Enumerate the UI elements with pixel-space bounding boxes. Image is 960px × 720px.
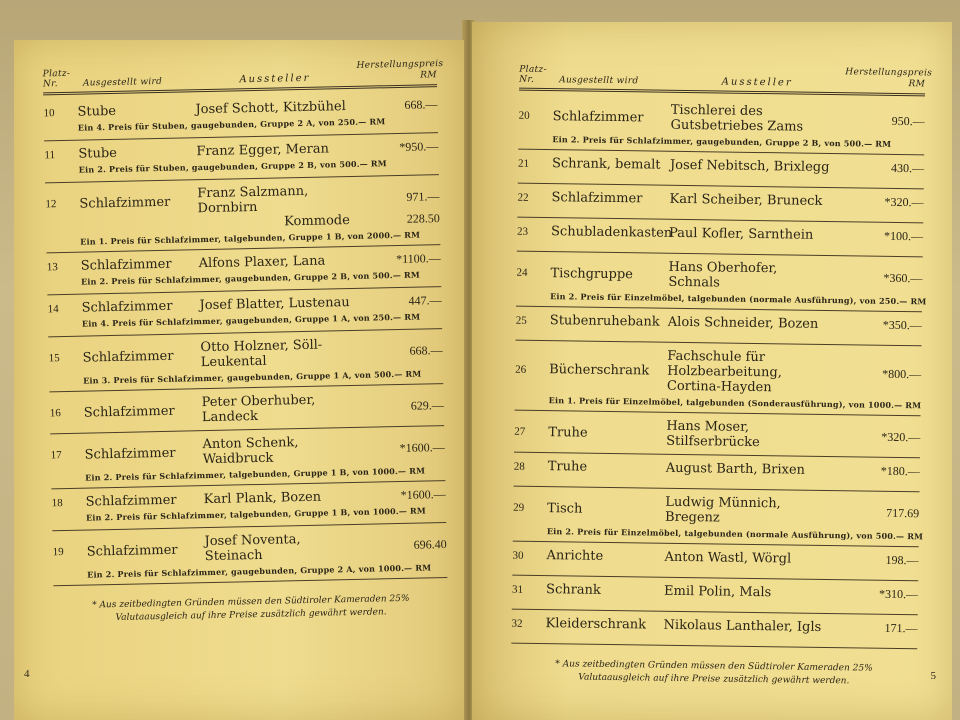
exhibited-item: Schlafzimmer [552, 108, 644, 125]
production-price: *1600.— [400, 487, 446, 503]
production-price: *1600.— [399, 439, 445, 455]
header-aussteller: Aussteller [239, 72, 311, 86]
prize-note: Ein 4. Preis für Stuben, gaugebunden, Gruppe 2 A, von 250.— RM [77, 116, 386, 133]
page-number: 5 [930, 670, 936, 682]
exhibitor-name: Josef Noventa, Steinach [204, 532, 301, 565]
table-row [515, 341, 922, 417]
production-price: 950.— [891, 113, 925, 128]
exhibitor-name: August Barth, Brixen [665, 460, 806, 478]
exhibited-item: Schlafzimmer [83, 403, 175, 421]
exhibitor [664, 550, 828, 567]
row-main [48, 335, 443, 373]
exhibitor [668, 260, 832, 292]
production-price: *360.— [883, 270, 923, 285]
exhibitor-name-line2: Cortina-Hayden [666, 378, 772, 396]
production-price: 430.— [890, 160, 925, 176]
header-ausgestellt-wird: Ausgestellt wird [559, 75, 639, 87]
platz-number: 13 [46, 260, 58, 273]
left-page [14, 40, 464, 720]
prize-note: Ein 2. Preis für Schlafzimmer, talgebunden, Gruppe 1 B, von 1000.— RM [85, 465, 426, 483]
exhibitor [204, 489, 356, 507]
prize-note: Ein 1. Preis für Schlafzimmer, talgebunden, Gruppe 1 B, von 2000.— RM [80, 229, 421, 247]
table-header [42, 59, 444, 95]
prize-note: Ein 2. Preis für Schlafzimmer, talgebunden, Gruppe 1 B, von 1000.— RM [85, 505, 427, 523]
header-aussteller: Aussteller [721, 76, 793, 89]
production-price: *320.— [881, 429, 921, 444]
row-main [50, 432, 445, 470]
prize-note: Ein 2. Preis für Schlafzimmer, gaugebunden, Gruppe 2 A, von 1000.— RM [87, 562, 432, 580]
row-main [517, 224, 923, 245]
table-row [45, 175, 440, 253]
production-price: *1100.— [395, 251, 441, 267]
exhibitor-name: Nikolaus Lanthaler, Igls [663, 617, 822, 635]
table-row [513, 487, 924, 548]
exhibited-item: Stube [78, 145, 118, 162]
exhibitor-name: Karl Plank, Bozen [203, 489, 322, 508]
exhibited-item: Tisch [547, 500, 583, 517]
exhibited-item: Stubenruhebank [549, 313, 660, 330]
exhibited-item: Schlafzimmer [551, 190, 643, 207]
exhibitor [665, 495, 829, 527]
platz-number: 17 [50, 449, 62, 462]
platz-number: 18 [51, 496, 63, 509]
exhibited-item: Schlafzimmer [79, 194, 171, 212]
exhibited-item: Truhe [547, 459, 588, 475]
row-main [516, 258, 922, 294]
platz-number: 27 [514, 425, 526, 438]
exhibited-item: Schlafzimmer [84, 445, 176, 463]
table-row [516, 307, 922, 347]
platz-number: 28 [513, 460, 525, 473]
table-row [514, 411, 921, 459]
prize-note: Ein 2. Preis für Stuben, gaugebunden, Gruppe 2 B, von 500.— RM [78, 158, 387, 175]
header-herstellungspreis [845, 67, 933, 90]
production-price: *180.— [880, 463, 920, 479]
extra-price: 228.50 [406, 211, 440, 226]
platz-number: 26 [515, 363, 527, 376]
platz-number: 19 [52, 546, 64, 559]
exhibitor-name: Josef Blatter, Lustenau [199, 295, 350, 314]
exhibited-item: Kleiderschrank [545, 616, 647, 633]
production-price: 696.40 [413, 536, 447, 552]
platz-number: 32 [511, 617, 523, 630]
right-table-body [511, 95, 925, 650]
extra-item: Kommode [284, 213, 351, 230]
exhibited-item: Schlafzimmer [82, 348, 174, 366]
exhibitor [669, 226, 833, 243]
exhibitor [670, 158, 834, 175]
header-platz-nr: Platz-Nr. [519, 64, 547, 85]
platz-number: 14 [47, 302, 59, 315]
exhibitor-name: Peter Oberhuber, Landeck [201, 392, 316, 426]
exhibitor-name: Alfons Plaxer, Lana [198, 253, 326, 272]
exhibitor-name: Josef Nebitsch, Brixlegg [669, 157, 830, 176]
header-herstellungspreis-label: Herstellungspreis [845, 67, 933, 79]
table-row [518, 150, 924, 190]
exhibitor-name: Karl Scheiber, Bruneck [669, 191, 823, 209]
exhibitor [667, 349, 832, 396]
exhibitor-name: Paul Kofler, Sarnthein [668, 225, 814, 243]
production-price: *310.— [878, 586, 919, 602]
exhibitor [201, 392, 354, 425]
production-price: 717.69 [886, 505, 920, 520]
exhibited-item: Schlafzimmer [80, 256, 172, 274]
exhibited-item: Schrank [545, 582, 601, 598]
exhibitor-name: Josef Schott, Kitzbühel [195, 99, 346, 118]
exhibitor [200, 337, 353, 370]
platz-number: 15 [48, 352, 60, 365]
exhibitor-name: Alois Schneider, Bozen [667, 314, 819, 332]
exhibitor [199, 295, 351, 313]
left-table-body [43, 91, 447, 586]
platz-number: 24 [516, 266, 528, 279]
prize-note: Ein 2. Preis für Schlafzimmer, gaugebunden, Gruppe 2 B, von 500.— RM [80, 269, 420, 287]
left-page-content [14, 40, 464, 720]
exhibitor [199, 253, 351, 271]
production-price: 971.— [406, 188, 440, 204]
platz-number: 29 [513, 501, 525, 514]
exhibited-item: Truhe [548, 424, 588, 441]
page-number: 4 [24, 668, 30, 680]
platz-number: 12 [45, 198, 57, 211]
production-price: 668.— [404, 97, 438, 112]
prize-note: Ein 1. Preis für Einzelmöbel, talgebunden (Sonderausführung), von 1000.— RM [548, 395, 922, 411]
platz-number: 25 [515, 314, 527, 327]
row-main [512, 582, 918, 603]
platz-number: 22 [517, 191, 529, 204]
exhibitor-name: Emil Polin, Mals [663, 583, 772, 601]
exhibitor [668, 315, 832, 332]
prize-note: Ein 3. Preis für Schlafzimmer, gaugebunden, Gruppe 1 A, von 500.— RM [83, 368, 422, 386]
exhibitor-name: Tischlerei des Gutsbetriebes Zams [670, 102, 804, 135]
platz-number: 11 [44, 148, 56, 161]
production-price: 447.— [408, 293, 442, 308]
exhibitor-name: Franz Egger, Meran [196, 141, 330, 160]
row-main [513, 493, 919, 529]
platz-number: 10 [43, 106, 55, 119]
production-price: 198.— [885, 552, 919, 568]
row-main [516, 313, 922, 334]
exhibitor [196, 141, 348, 159]
platz-number: 30 [512, 549, 524, 562]
exhibitor-name: Anton Schenk, Waidbruck [202, 435, 299, 468]
production-price: *320.— [884, 194, 924, 210]
exhibitor-name: Hans Oberhofer, Schnals [668, 259, 778, 291]
exhibitor-name: Fachschule für Holzbearbeitung, [667, 348, 782, 381]
production-price: 629.— [410, 397, 444, 413]
production-price: *100.— [883, 228, 924, 244]
row-main [518, 156, 924, 177]
table-row [512, 576, 918, 616]
prize-note: Ein 2. Preis für Einzelmöbel, talgebunden (normale Ausführung), von 500.— RM [546, 526, 924, 542]
exhibitor-name: Franz Salzmann, Dornbirn [197, 183, 309, 217]
footnote: * Aus zeitbedingten Gründen müssen den Südtiroler Kameraden 25% Valutaausgleich auf ihre Preise zusätzlich gewährt werden. [555, 659, 873, 687]
table-row [516, 252, 927, 313]
exhibitor [670, 103, 834, 135]
exhibitor-name: Otto Holzner, Söll-Leukental [200, 337, 323, 371]
row-main [518, 101, 924, 137]
exhibited-item: Schlafzimmer [81, 298, 173, 316]
platz-number: 21 [517, 157, 530, 170]
header-ausgestellt-wird: Ausgestellt wird [82, 76, 163, 89]
exhibitor-name: Anton Wastl, Wörgl [664, 549, 792, 567]
header-currency: RM [908, 79, 926, 90]
exhibited-item: Schlafzimmer [86, 542, 178, 560]
exhibited-item: Tischgruppe [550, 265, 634, 282]
header-herstellungspreis-label: Herstellungspreis [356, 59, 444, 71]
header-platz-nr: Platz-Nr. [42, 68, 71, 90]
exhibited-item: Anrichte [546, 548, 604, 564]
row-main [514, 459, 920, 480]
header-herstellungspreis [356, 59, 444, 83]
platz-number: 23 [517, 225, 529, 238]
right-page [472, 22, 952, 720]
table-row [52, 523, 447, 586]
platz-number: 16 [49, 407, 61, 420]
table-row [514, 453, 920, 493]
exhibitor [197, 183, 350, 216]
table-row [50, 426, 445, 489]
exhibited-item: Schubladenkasten [550, 224, 673, 241]
row-main [512, 548, 918, 569]
row-main [52, 529, 447, 567]
row-main [50, 390, 445, 428]
production-price: *350.— [882, 317, 922, 333]
exhibited-item: Schlafzimmer [85, 492, 177, 510]
production-price: 171.— [884, 620, 918, 636]
row-main [515, 347, 922, 398]
table-row [511, 610, 917, 650]
prize-note: Ein 2. Preis für Schlafzimmer, gaugebunden, Gruppe 2 B, von 500.— RM [552, 134, 892, 149]
exhibitor [202, 434, 355, 467]
exhibitor [195, 99, 347, 117]
exhibited-item: Stube [77, 103, 117, 120]
header-currency: RM [420, 70, 437, 81]
prize-note: Ein 4. Preis für Schlafzimmer, gaugebunden, Gruppe 1 A, von 250.— RM [81, 311, 421, 329]
exhibitor [666, 461, 830, 478]
row-main [517, 190, 923, 211]
production-price: 668.— [409, 342, 443, 358]
table-row [48, 329, 443, 392]
table-row [517, 218, 923, 258]
production-price: *800.— [882, 366, 922, 382]
platz-number: 20 [518, 109, 530, 122]
exhibitor [204, 531, 357, 564]
row-main [514, 417, 920, 453]
footnote: * Aus zeitbedingten Gründen müssen den Südtiroler Kameraden 25% Valutaausgleich auf ihre Preise zusätzlich gewährt werden. [92, 593, 410, 623]
exhibitor [663, 618, 827, 635]
table-row [512, 542, 918, 582]
row-main [512, 616, 918, 637]
table-header [519, 63, 933, 97]
exhibited-item: Bücherschrank [549, 362, 650, 379]
exhibitor-name: Ludwig Münnich, Bregenz [664, 494, 781, 526]
production-price: *950.— [399, 139, 439, 154]
exhibitor [664, 584, 828, 601]
table-row [517, 184, 923, 224]
exhibited-item: Schrank, bemalt [551, 156, 661, 173]
table-row [518, 95, 925, 156]
exhibitor-name: Hans Moser, Stilfserbrücke [666, 418, 760, 451]
right-page-content [472, 22, 952, 720]
exhibitor [669, 192, 833, 209]
platz-number: 31 [512, 583, 524, 596]
exhibitor [666, 419, 830, 451]
prize-note: Ein 2. Preis für Einzelmöbel, talgebunden (normale Ausführung), von 250.— RM [550, 291, 927, 307]
